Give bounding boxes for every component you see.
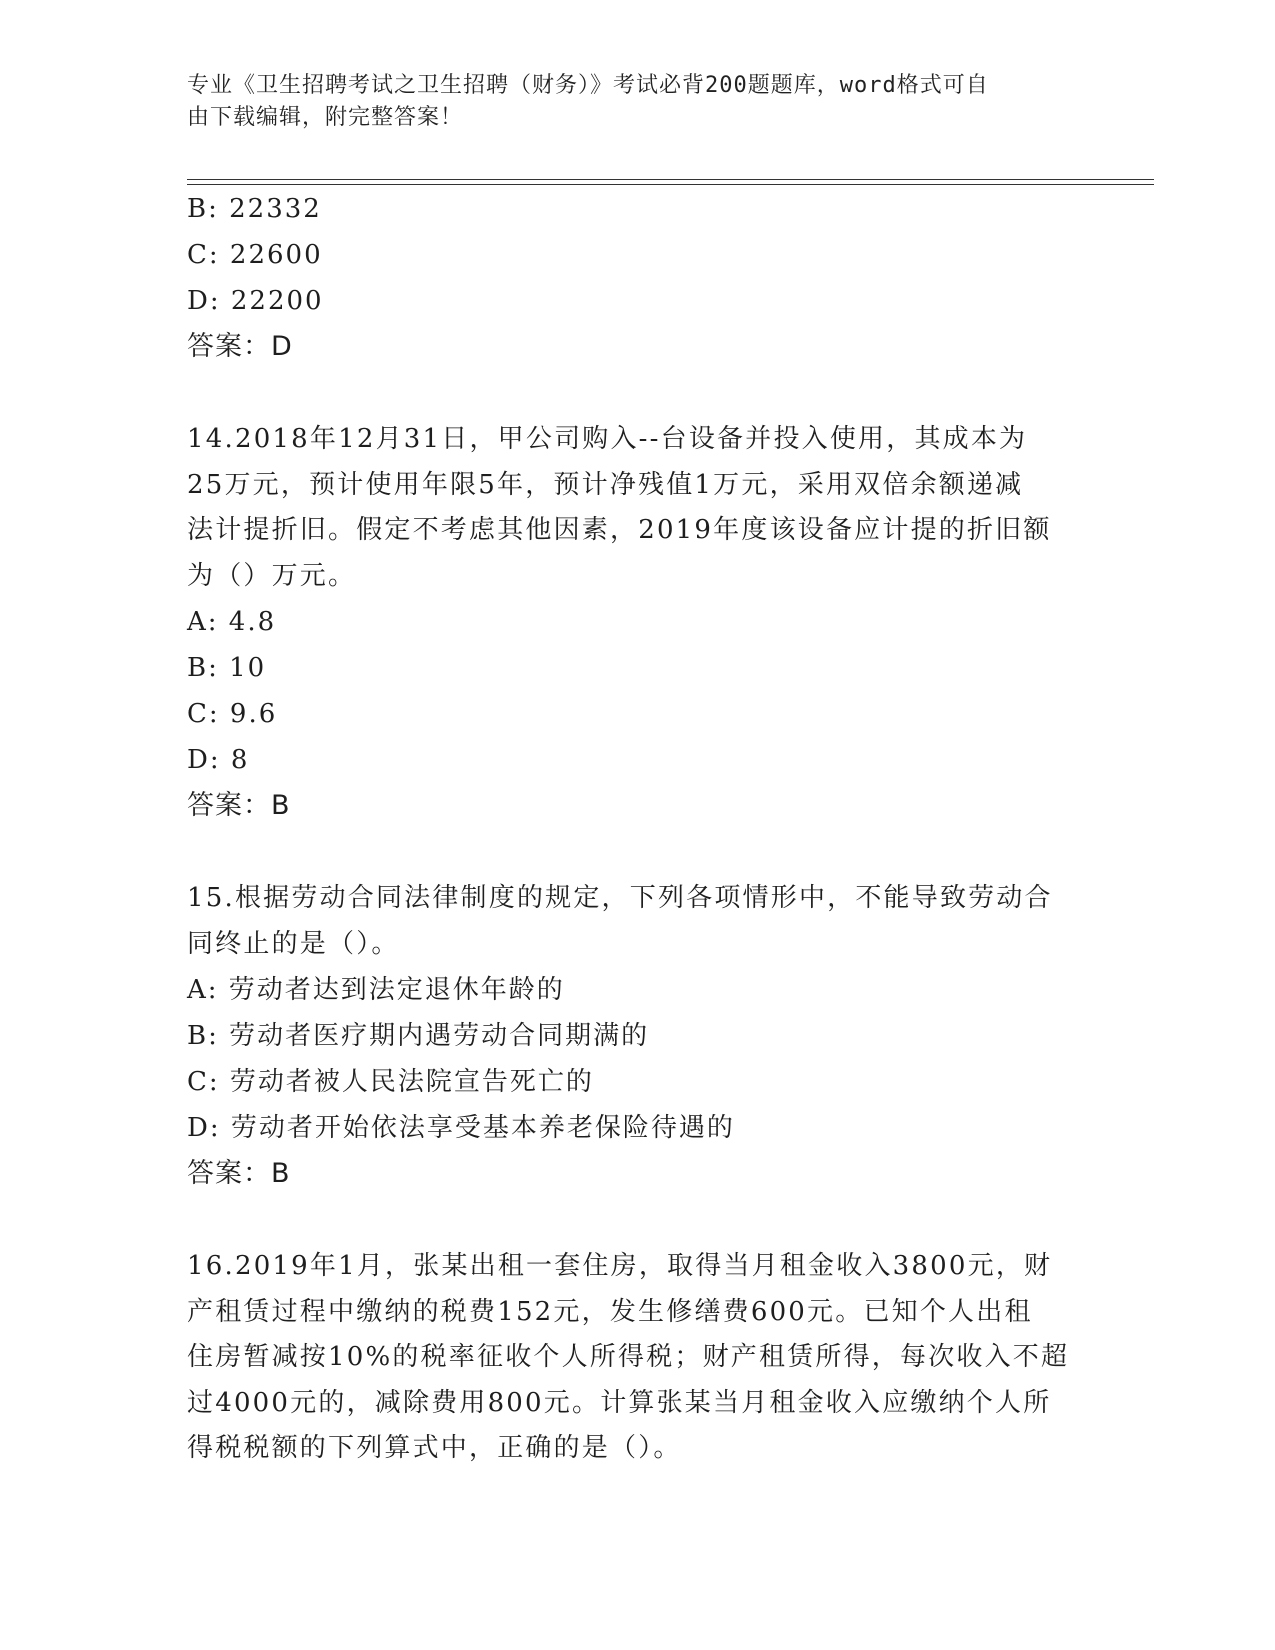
question-text	[187, 417, 1087, 599]
question-text	[187, 876, 1087, 967]
question-line: 为（）万元。	[187, 560, 357, 591]
header-line-1: 专业《卫生招聘考试之卫生招聘（财务）》考试必背200题题库，word格式可自	[187, 73, 989, 98]
option-c: C: 22600	[187, 240, 323, 270]
question-15	[187, 876, 1087, 1197]
option-b: B: 10	[187, 653, 267, 683]
question-line: 15.根据劳动合同法律制度的规定，下列各项情形中，不能导致劳动合	[187, 883, 1053, 913]
answer: 答案：B	[187, 1158, 291, 1189]
option-d: D: 22200	[187, 286, 324, 316]
question-line: 得税税额的下列算式中，正确的是（）。	[187, 1433, 682, 1463]
question-line: 14.2018年12月31日，甲公司购入--台设备并投入使用，其成本为	[187, 424, 1028, 454]
question-list	[187, 186, 1087, 1472]
question-14	[187, 417, 1087, 829]
answer: 答案：B	[187, 790, 291, 821]
question-text	[187, 1244, 1087, 1472]
option-a: A: 4.8	[187, 607, 277, 637]
option-a: A: 劳动者达到法定退休年龄的	[187, 975, 565, 1005]
option-d: D: 劳动者开始依法享受基本养老保险待遇的	[187, 1113, 735, 1143]
question-line: 16.2019年1月，张某出租一套住房，取得当月租金收入3800元，财	[187, 1251, 1053, 1281]
question-line: 过4000元的，减除费用800元。计算张某当月租金收入应缴纳个人所	[187, 1387, 1052, 1418]
question-13-continued	[187, 186, 1087, 370]
header-rule-bottom	[187, 184, 1154, 185]
option-c: C: 9.6	[187, 699, 278, 729]
header-line-2: 由下载编辑，附完整答案！	[187, 105, 464, 130]
answer: 答案：D	[187, 331, 293, 362]
question-line: 住房暂减按10%的税率征收个人所得税；财产租赁所得，每次收入不超	[187, 1342, 1070, 1372]
question-line: 产租赁过程中缴纳的税费152元，发生修缮费600元。已知个人出租	[187, 1296, 1033, 1327]
document-header	[187, 70, 1087, 134]
header-rule-top	[187, 179, 1154, 180]
question-line: 同终止的是（）。	[187, 928, 400, 959]
option-b: B: 22332	[187, 194, 322, 224]
question-16	[187, 1244, 1087, 1472]
option-d: D: 8	[187, 745, 250, 775]
question-line: 25万元，预计使用年限5年，预计净残值1万元，采用双倍余额递减	[187, 469, 1024, 500]
option-b: B: 劳动者医疗期内遇劳动合同期满的	[187, 1021, 650, 1051]
option-c: C: 劳动者被人民法院宣告死亡的	[187, 1067, 594, 1097]
question-line: 法计提折旧。假定不考虑其他因素，2019年度该设备应计提的折旧额	[187, 515, 1052, 545]
